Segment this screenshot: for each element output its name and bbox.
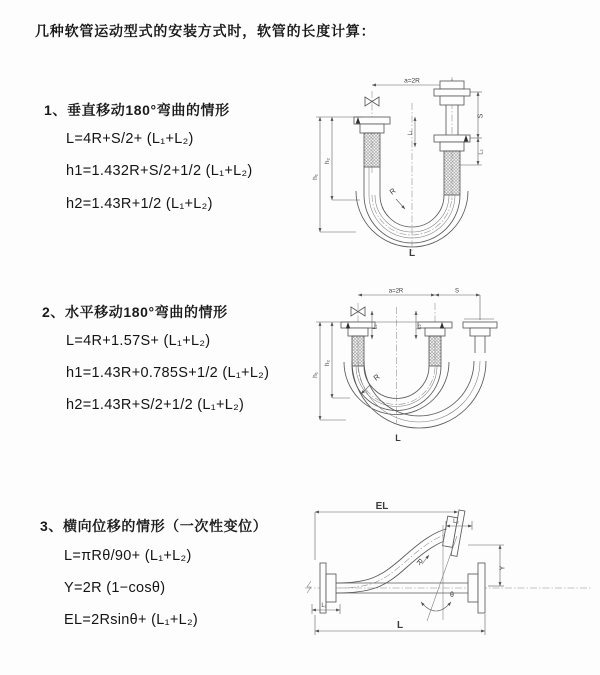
section-1-heading: 1、垂直移动180°弯曲的情形 xyxy=(44,102,230,118)
u-hose-moved xyxy=(352,361,486,428)
dim-label-r: R xyxy=(371,372,382,383)
braided-hose-section xyxy=(364,133,380,167)
diagram-lateral-displacement xyxy=(300,500,600,655)
dimension-s xyxy=(435,289,480,321)
radius-callout xyxy=(415,555,429,567)
dimension-h1 xyxy=(312,322,346,420)
diagram-horizontal-180-bend xyxy=(312,283,600,458)
section-3-heading: 3、横向位移的情形（一次性变位） xyxy=(40,518,268,534)
dim-label-s: S xyxy=(477,113,485,119)
break-symbol xyxy=(307,581,311,593)
dim-label-h1: h₁ xyxy=(312,372,319,378)
dim-label-theta: θ xyxy=(450,592,454,599)
section-3-formula-l: L=πRθ/90+ (L₁+L₂) xyxy=(64,548,192,564)
dimension-a2r xyxy=(358,289,435,296)
dim-label-l2: L₂ xyxy=(453,519,459,525)
section-2-formula-h2: h2=1.43R+S/2+1/2 (L₁+L₂) xyxy=(66,397,245,413)
dimension-h2 xyxy=(324,322,350,398)
section-2-formula-l: L=4R+1.57S+ (L₁+L₂) xyxy=(66,333,211,349)
right-end-fitting-original xyxy=(468,563,485,613)
right-end-fitting xyxy=(434,81,470,195)
diagram-vertical-180-bend xyxy=(312,75,587,260)
dim-label-l2: L₂ xyxy=(478,149,485,155)
dim-label-l1: L₁ xyxy=(407,130,414,136)
right-end-fitting-moved xyxy=(463,322,497,353)
dimension-l xyxy=(315,614,485,635)
section-1-formula-l: L=4R+S/2+ (L₁+L₂) xyxy=(66,131,194,147)
dim-label-h2: h₂ xyxy=(324,359,331,367)
dim-label-s: S xyxy=(454,288,460,295)
dim-label-l: L xyxy=(408,248,416,259)
braided-hose-section xyxy=(429,336,441,366)
left-end-fitting xyxy=(341,322,375,366)
dimension-l1 xyxy=(408,117,416,147)
page-title: 几种软管运动型式的安装方式时，软管的长度计算： xyxy=(35,23,376,39)
dim-label-l1: L₁ xyxy=(372,324,379,330)
section-1-formula-h2: h2=1.43R+1/2 (L₁+L₂) xyxy=(66,196,213,212)
dim-label-y: Y xyxy=(499,565,507,571)
dim-label-a2r: a=2R xyxy=(388,288,404,295)
dim-label-h2: h₂ xyxy=(324,157,331,165)
section-1-formula-h1: h1=1.432R+S/2+1/2 (L₁+L₂) xyxy=(66,163,253,179)
radius-callout xyxy=(361,372,382,394)
dim-label-l: L xyxy=(396,620,404,631)
dim-label-el: EL xyxy=(375,501,389,512)
dim-label-l1: L₁ xyxy=(321,603,327,609)
section-2-heading: 2、水平移动180°弯曲的情形 xyxy=(42,304,228,320)
radius-callout xyxy=(388,186,405,209)
section-3-formula-y: Y=2R (1−cosθ) xyxy=(64,580,166,596)
dim-label-a2r: a=2R xyxy=(404,77,420,85)
dim-label-r: R xyxy=(414,556,425,568)
dim-label-l2: L₂ xyxy=(416,324,423,330)
section-3-formula-el: EL=2Rsinθ+ (L₁+L₂) xyxy=(64,612,199,628)
dim-label-r: R xyxy=(387,186,398,197)
dimension-l1 xyxy=(372,311,379,339)
braided-hose-section xyxy=(444,151,460,195)
left-end-fitting xyxy=(354,117,390,167)
dimension-h2 xyxy=(324,117,360,200)
dimension-l2 xyxy=(416,311,423,339)
dimension-s xyxy=(470,92,485,138)
dim-label-h1: h₁ xyxy=(312,174,319,180)
dimension-h1 xyxy=(312,117,362,232)
dimension-el xyxy=(315,501,458,560)
dim-label-l: L xyxy=(395,433,401,443)
upper-end-fitting-moved xyxy=(441,508,465,556)
middle-end-fitting xyxy=(418,322,452,366)
section-2-formula-h1: h1=1.43R+0.785S+1/2 (L₁+L₂) xyxy=(66,365,270,381)
